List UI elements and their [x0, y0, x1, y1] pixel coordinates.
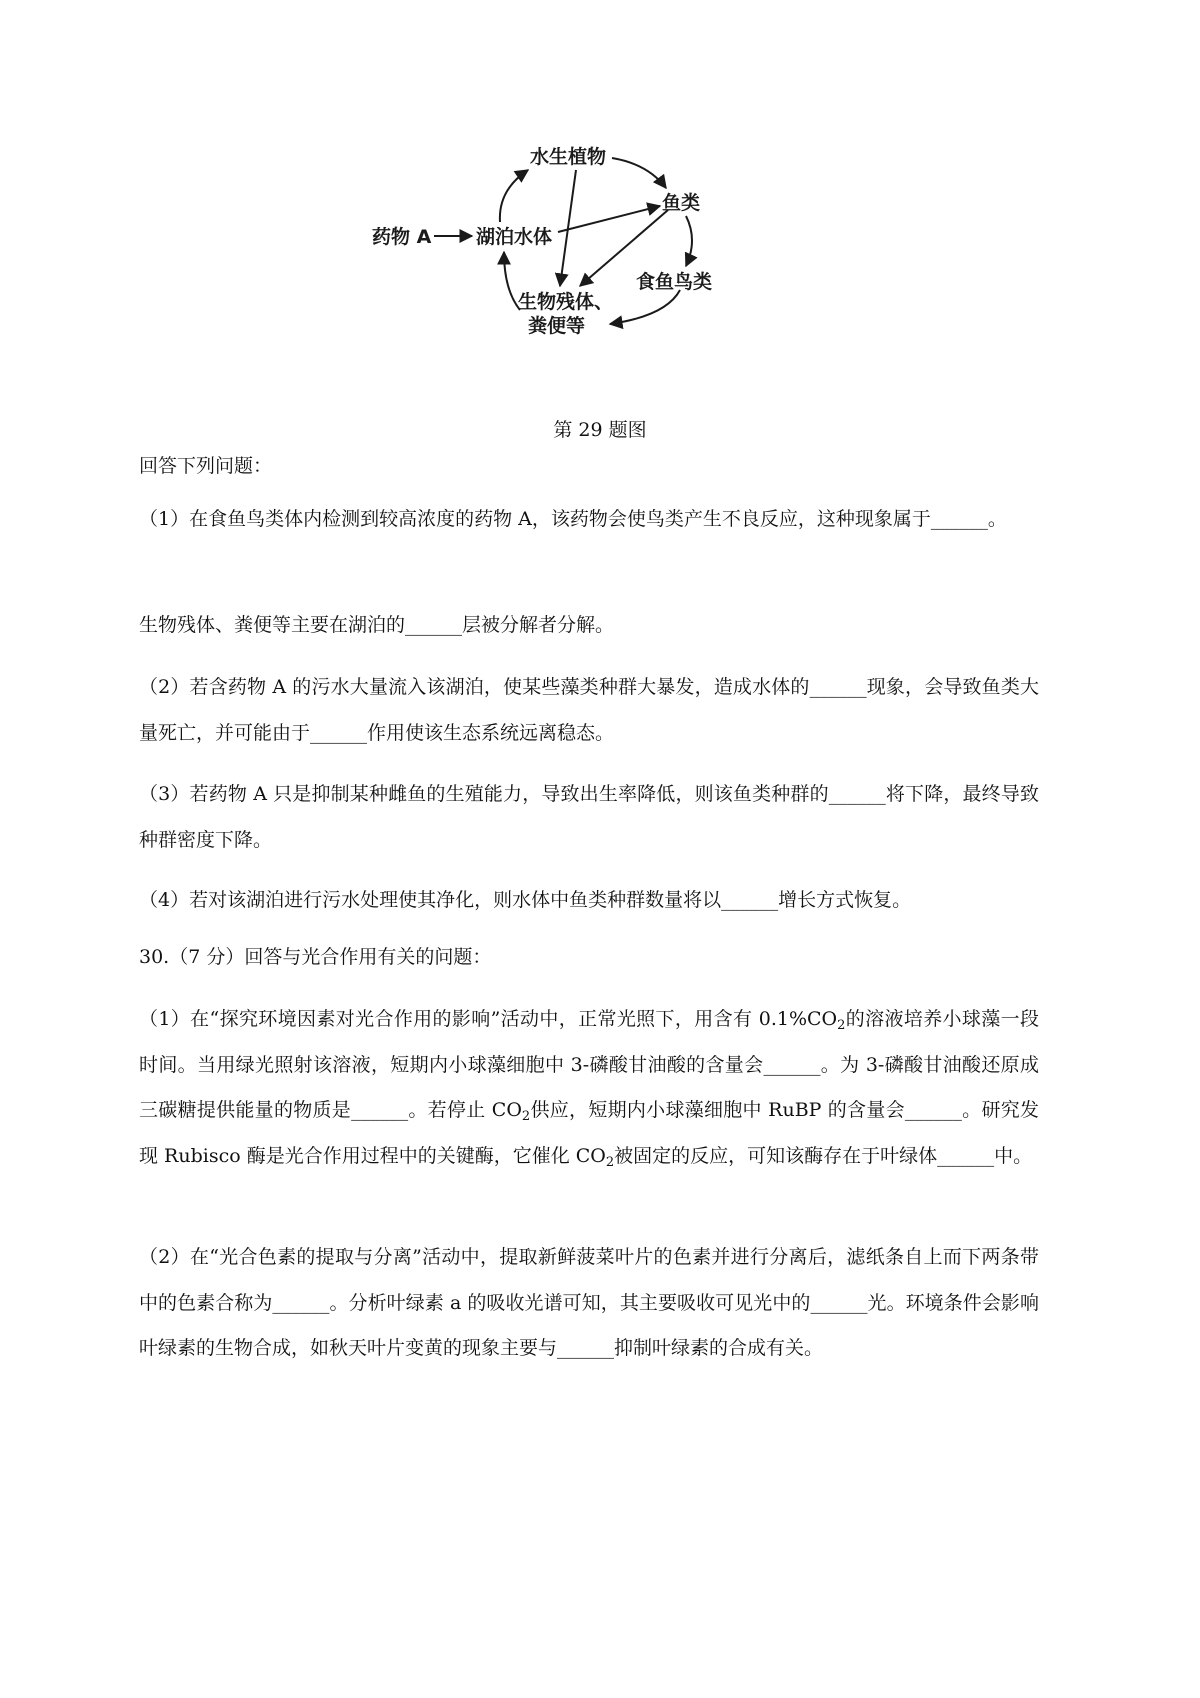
q30-title: 30.（7 分）回答与光合作用有关的问题： [139, 946, 492, 968]
subscript-2: 2 [521, 1109, 531, 1124]
figure-caption: 第 29 题图 [553, 419, 647, 441]
subscript-2: 2 [837, 1018, 846, 1033]
arrow-fish-to-birds [686, 216, 692, 266]
node-aquatic-plants: 水生植物 [530, 146, 607, 168]
arrow-birds-to-residue [610, 290, 680, 324]
arrow-plants-to-fish [612, 158, 666, 188]
node-drug-a: 药物 A [372, 226, 432, 248]
q30-part1-seg4: 被固定的反应，可知该酶存在于叶绿体______中。 [614, 1144, 1033, 1167]
q30-part1-seg2: 的溶液培养小球藻一段时间。当用绿光照射该溶液，短期内小球藻细胞中 3-磷酸甘油酸的含量会______。为 3-磷酸甘油酸还原成三碳糖提供能量的物质是______。若停止 CO [139, 1008, 1039, 1121]
arrow-lake-to-fish [558, 206, 660, 232]
arrow-lake-to-plants [500, 170, 528, 222]
q29-part4: （4）若对该湖泊进行污水处理使其净化，则水体中鱼类种群数量将以______增长方式恢复。 [139, 889, 912, 911]
node-lake-water: 湖泊水体 [476, 226, 553, 248]
node-residue-line1: 生物残体、 [518, 291, 614, 313]
node-fish: 鱼类 [662, 192, 701, 214]
q30-part1-seg1: （1）在“探究环境因素对光合作用的影响”活动中，正常光照下，用含有 0.1%CO [139, 1008, 838, 1030]
q30-part2: （2）在“光合色素的提取与分离”活动中，提取新鲜菠菜叶片的色素并进行分离后，滤纸条自上而下两条带中的色素合称为______。分析叶绿素 a 的吸收光谱可知，其主要吸收可见光中的______光。环境条件会影响叶绿素的生物合成，如秋天叶片变黄的现象主要与______抑制叶绿素的合成有关。 [139, 1246, 1039, 1359]
node-residue-line2: 粪便等 [528, 315, 586, 337]
node-fish-eating-birds: 食鱼鸟类 [636, 271, 713, 293]
q29-part2: （2）若含药物 A 的污水大量流入该湖泊，使某些藻类种群大暴发，造成水体的______现象，会导致鱼类大量死亡，并可能由于______作用使该生态系统远离稳态。 [139, 676, 1039, 744]
food-web-diagram [372, 130, 800, 370]
q30-part1-seg3: 供应，短期内小球藻细胞中 RuBP 的含量会______。研究发现 Rubisco 酶是光合作用过程中的关键酶，它催化 CO [139, 1099, 1040, 1167]
q30-part1 [139, 997, 1039, 1179]
q29-part3: （3）若药物 A 只是抑制某种雌鱼的生殖能力，导致出生率降低，则该鱼类种群的______将下降，最终导致种群密度下降。 [139, 783, 1039, 851]
q29-part1b: 生物残体、粪便等主要在湖泊的______层被分解者分解。 [139, 614, 615, 636]
subscript-2: 2 [605, 1154, 615, 1170]
q29-part1a: （1）在食鱼鸟类体内检测到较高浓度的药物 A，该药物会使鸟类产生不良反应，这种现象属于______。 [139, 508, 1007, 530]
q29-intro: 回答下列问题： [139, 455, 273, 477]
